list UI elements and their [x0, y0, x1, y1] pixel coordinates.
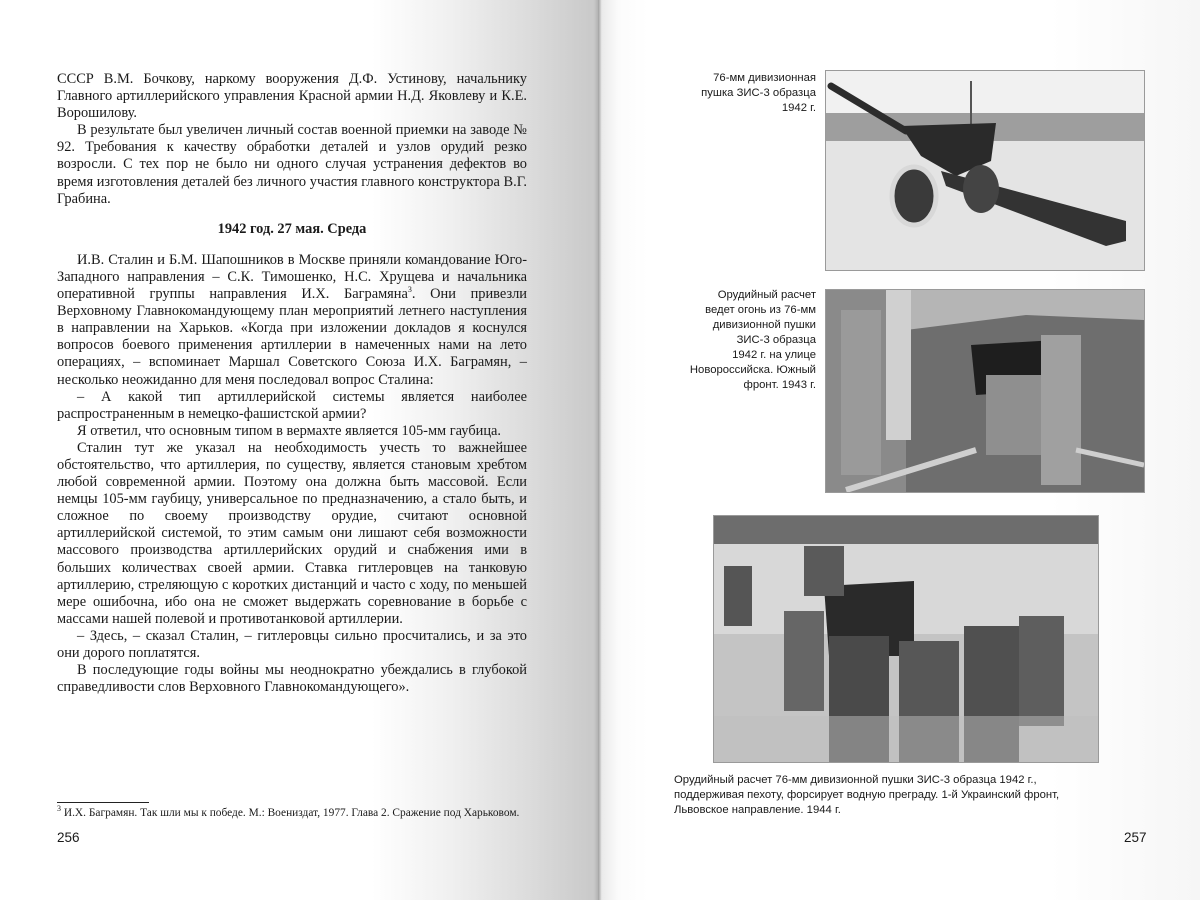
caption-line: ведет огонь из 76-мм — [705, 304, 816, 316]
paragraph: В результате был увеличен личный состав военной приемки на заводе № 92. Требования к качеству обработки деталей и узлов орудий резко возросли. С тех пор не было ни одного случая устранения дефектов во время изготовления деталей без личного участия главного конструктора В.Г. Грабина. — [57, 122, 527, 207]
paragraph: – Здесь, – сказал Сталин, – гитлеровцы сильно просчитались, и за это они дорого поплатятся. — [57, 627, 527, 661]
caption-line: Орудийный расчет 76-мм дивизионной пушки ЗИС-3 образца 1942 г., — [674, 774, 1037, 786]
caption-line: 76-мм дивизионная — [713, 72, 816, 84]
river-crossing-photo — [713, 515, 1099, 763]
paragraph: Я ответил, что основным типом в вермахте является 105-мм гаубица. — [77, 422, 502, 439]
page-number: 257 — [1124, 830, 1147, 845]
page-number: 256 — [57, 830, 80, 845]
caption-line: пушка ЗИС-3 образца — [701, 87, 816, 99]
figure-caption — [674, 773, 1124, 818]
caption-line: 1942 г. — [781, 102, 816, 114]
footnote-ref[interactable]: 3 — [407, 285, 412, 295]
section-heading: 1942 год. 27 мая. Среда — [217, 220, 367, 237]
caption-line: фронт. 1943 г. — [743, 379, 816, 391]
caption-line: дивизионной пушки — [712, 319, 816, 331]
paragraph — [57, 252, 527, 389]
footnote-marker: 3 — [57, 804, 61, 814]
main-text — [57, 71, 527, 696]
paragraph: – А какой тип артиллерийской системы является наиболее распространенным в немецко-фашистской армии? — [57, 388, 527, 422]
caption-line: ЗИС-3 образца — [736, 334, 816, 346]
zis-3-gun-photo — [825, 70, 1145, 271]
caption-line: поддерживая пехоту, форсирует водную преграду. 1-й Украинский фронт, — [674, 789, 1060, 801]
right-page — [600, 0, 1200, 900]
paragraph: В последующие годы войны мы неоднократно убеждались в глубокой справедливости слов Верховного Главнокомандующего». — [57, 662, 527, 696]
figure-caption — [636, 71, 816, 116]
footnote — [57, 806, 537, 820]
caption-line: Орудийный расчет — [717, 289, 816, 301]
caption-line: Новороссийска. Южный — [689, 364, 816, 376]
paragraph-text-cont: . Они привезли Верховному Главнокомандующему план мероприятий летнего наступления в направлении на Харьков. «Когда при изложении докладов я коснулся вопросов боевого применения артиллерии в намеченных нами на лето операциях, – вспоминает Маршал Советского Союза И.Х. Баграмян, – несколько неожиданно для меня последовал вопрос Сталина: — [57, 286, 528, 388]
paragraph-text: И.В. Сталин и Б.М. Шапошников в Москве приняли командование Юго-Западного направления – С.К. Тимошенко, Н.С. Хрущева и начальника оперативной группы направления И.Х. Баграмяна — [57, 251, 527, 303]
caption-line: Львовское направление. 1944 г. — [674, 804, 841, 816]
book-spine — [598, 0, 602, 900]
footnote-text: И.Х. Баграмян. Так шли мы к победе. М.: Воениздат, 1977. Глава 2. Сражение под Харьковом. — [63, 807, 520, 819]
gun-crew-firing-photo — [825, 289, 1145, 493]
figure-caption — [636, 288, 816, 393]
caption-line: 1942 г. на улице — [732, 349, 816, 361]
paragraph: СССР В.М. Бочкову, наркому вооружения Д.Ф. Устинову, начальнику Главного артиллерийского управления Красной армии Н.Д. Яковлеву и К.Е. Ворошилову. — [57, 71, 527, 122]
paragraph: Сталин тут же указал на необходимость учесть то важнейшее обстоятельство, что артиллерия, по существу, является становым хребтом любой современной армии. Поэтому она должна быть массовой. Если немцы 105-мм гаубицу, универсальное по предназначению, а стало быть, и сложное по своему производству орудие, считают основной артиллерийской системой, то этим самым они лишают себя возможности массового производства артиллерийских орудий и снабжения ими в больших количествах своей армии. Ставка гитлеровцев на танковую артиллерию, стреляющую с коротких дистанций и часто с ходу, по меньшей мере ошибочна, ибо она не сможет выдержать соревнование в борьбе с массами нашей полевой и противотанковой артиллерии. — [57, 439, 527, 627]
footnote-divider — [57, 802, 149, 803]
